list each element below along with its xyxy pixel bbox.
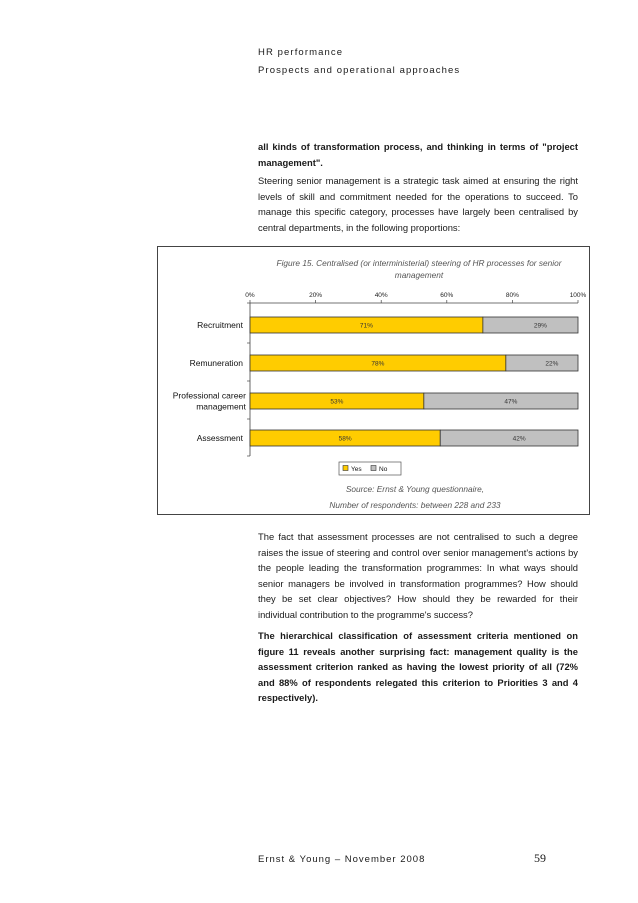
x-tick-label: 100% bbox=[569, 292, 587, 299]
data-label: 78% bbox=[371, 360, 385, 368]
data-label: 58% bbox=[338, 435, 352, 443]
data-label: 22% bbox=[545, 360, 559, 368]
paragraph-criteria: The hierarchical classification of assessment criteria mentioned on figure 11 reveals another surprising fact: management quality is the assessment criterion ranked as having the lowest priority of all (72% and 88% of respondents relegated this criterion to Priorities 3 and 4 respectively). bbox=[258, 630, 578, 704]
data-label: 53% bbox=[330, 398, 344, 406]
figure-respondents: Number of respondents: between 228 and 233 bbox=[329, 500, 501, 510]
category-label: Remuneration bbox=[189, 358, 243, 368]
bar-no-2 bbox=[424, 393, 578, 409]
bar-no-0 bbox=[483, 317, 578, 333]
header-subtitle: Prospects and operational approaches bbox=[258, 65, 461, 76]
x-tick-label: 20% bbox=[309, 292, 323, 299]
legend-swatch-no bbox=[371, 466, 376, 471]
paragraph-intro: all kinds of transformation process, and thinking in terms of "project management". bbox=[258, 141, 578, 168]
legend-swatch-yes bbox=[343, 466, 348, 471]
bar-no-1 bbox=[506, 355, 578, 371]
page-number: 59 bbox=[534, 851, 546, 865]
category-label: Assessment bbox=[196, 433, 243, 443]
x-tick-label: 80% bbox=[505, 292, 519, 299]
figure-source: Source: Ernst & Young questionnaire, bbox=[345, 484, 485, 494]
paragraph-assessment: The fact that assessment processes are not centralised to such a degree raises the issue of steering and control over senior management's actions by the people leading the transformation programmes: In what ways should senior managers be involved in transformation programmes? How should they be set clear objectives? How should they be rewarded for their individual contribution to the programme's success? bbox=[258, 531, 578, 620]
x-tick-label: 40% bbox=[374, 292, 388, 299]
header-title: HR performance bbox=[258, 47, 344, 58]
data-label: 71% bbox=[359, 322, 373, 330]
figure-title: Figure 15. Centralised (or interministerial) steering of HR processes for senior management bbox=[276, 258, 562, 280]
x-tick-label: 60% bbox=[440, 292, 454, 299]
legend-label: Yes bbox=[351, 466, 362, 473]
category-label: management bbox=[196, 401, 246, 412]
category-label: Professional career bbox=[172, 390, 246, 401]
data-label: 47% bbox=[504, 398, 518, 406]
x-tick-label: 0% bbox=[245, 292, 255, 299]
footer-text: Ernst & Young – November 2008 bbox=[258, 854, 426, 865]
legend-label: No bbox=[379, 466, 388, 473]
bar-no-3 bbox=[440, 430, 578, 446]
data-label: 42% bbox=[512, 435, 526, 443]
paragraph-steering: Steering senior management is a strategic task aimed at ensuring the right levels of skill and commitment needed for the operations to succeed. To manage this specific category, processes have largely been centralised by central departments, in the following proportions: bbox=[258, 175, 578, 233]
data-label: 29% bbox=[533, 322, 547, 330]
category-label: Recruitment bbox=[197, 320, 243, 330]
